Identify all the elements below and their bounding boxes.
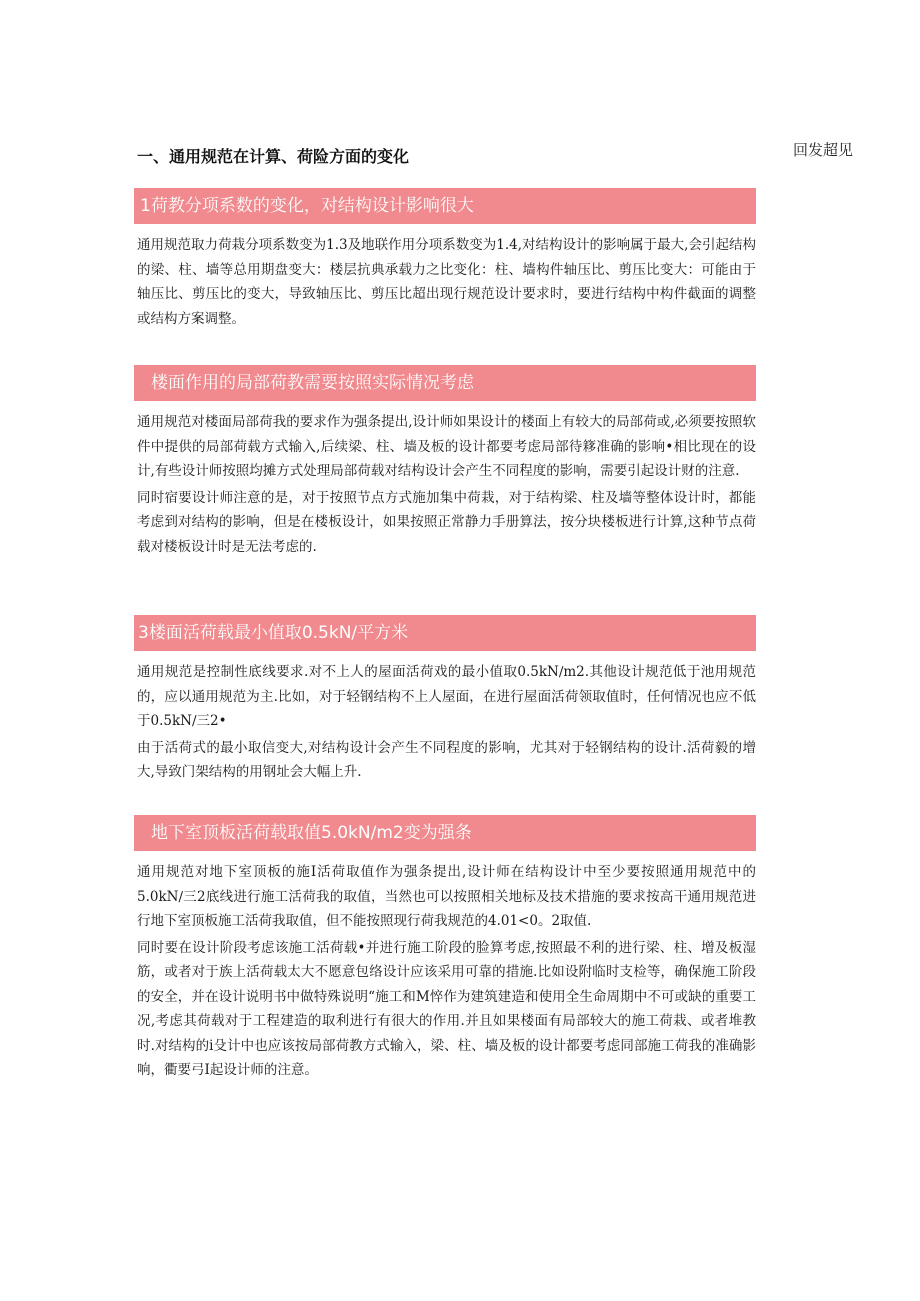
section-4-body xyxy=(137,860,756,1083)
section-3-title: 3楼面活荷载最小值取0.5kN∕平方米 xyxy=(138,623,409,643)
section-2-title: 楼面作用的局部荷教需要按照实际情况考虑 xyxy=(151,373,474,393)
section-2-paragraph-2: 同时宿要设计师注意的是，对于按照节点方式施加集中荷栽，对于结构梁、柱及墙等整体设计时，都能考虑到对结构的影响，但是在楼板设计，如果按照正常静力手册算法，按分块楼板进行计算,这种节点荷载对楼板设计时是无法考虑的. xyxy=(137,489,756,555)
section-3-paragraph-1: 通用规范是控制性底线要求.对不上人的屋面活荷戏的最小值取0.5kN∕m2.其他设计规范低于池用规范的，应以通用规范为主.比如，对于轻钢结构不上人屋面，在进行屋面活荷领取值时，任何情况也应不低于0.5kN∕三2• xyxy=(137,664,756,729)
section-2-paragraph-1: 通用规范对楼面局部荷我的要求作为强条提出,设计师如果设计的楼面上有较大的局部荷或,必须要按照软件中提供的局部荷载方式输入,后续梁、柱、墙及板的设计都要考虑局部待簃准确的影响•相比现在的设计,有些设计师按照均摊方式处理局部荷载对结构设计会产生不同程度的影响，需要引起设计财的注意. xyxy=(137,414,756,479)
section-4-paragraph-1: 通用规范对地下室顶板的施I活荷取值作为强条提出,设计师在结构设计中至少要按照通用规范中的5.0kN∕三2底线进行施工活荷我的取值，当然也可以按照相关地标及技术措施的要求按高干通用规范进行地下室顶板施工活荷我取值，但不能按照现行荷我规范的4.01<0。2取值. xyxy=(137,864,756,929)
section-4-title: 地下室顶板活荷载取值5.0kN∕m2变为强条 xyxy=(151,823,472,843)
section-1-body xyxy=(137,233,756,331)
section-1-banner xyxy=(134,188,756,224)
section-3-body xyxy=(137,660,756,785)
section-1-title: 1荷教分项系数的变化，对结构设计影响很大 xyxy=(140,196,474,216)
section-4-paragraph-2: 同时要在设计阶段考虑该施工活荷载•并进行施工阶段的脸算考虑,按照最不利的进行梁、柱、增及板湿筋，或者对于族上活荷载太大不愿意包络设计应该采用可靠的措施.比如设附临时支检等，确保施工阶段的安全，并在设计说明书中做特殊说明“施工和M悴作为建筑建造和使用全生命周期中不可或缺的重要工况,考虑其荷载对于工程建造的取利进行有很大的作用.并且如果楼面有局部较大的施工荷栽、或者堆教时.对结构的i殳计中也应该按局部荷教方式输入，梁、柱、墙及板的设计都要考虑同部施工荷我的准确影响，衢要弓I起设计师的注意。 xyxy=(137,939,756,1078)
section-2-banner xyxy=(134,365,756,401)
section-3-paragraph-2: 由于活荷式的最小取信变大,对结构设计会产生不同程度的影响，尤其对于轻钢结构的设计.活荷毅的增大,导致门架结构的用钢址会大幅上升. xyxy=(137,739,756,780)
section-3-banner xyxy=(134,615,756,651)
section-4-banner xyxy=(134,815,756,851)
corner-note: 回发超见 xyxy=(793,141,854,159)
section-2-body xyxy=(137,410,756,559)
page-heading: 一、通用规范在计算、荷险方面的变化 xyxy=(137,147,410,166)
section-1-paragraph-1: 通用规范取力荷栽分项系数变为1.3及地联作用分项系数变为1.4,对结构设计的影响属于最大,会引起结构的梁、柱、墙等总用期盘变大：楼层抗典承载力之比变化：柱、墙构件轴压比、剪压比变大：可能由于轴压比、剪压比的变大，导致轴压比、剪压比超出现行规范设计要求时，要进行结构中构件截面的调整或结构方案调整。 xyxy=(137,237,756,327)
